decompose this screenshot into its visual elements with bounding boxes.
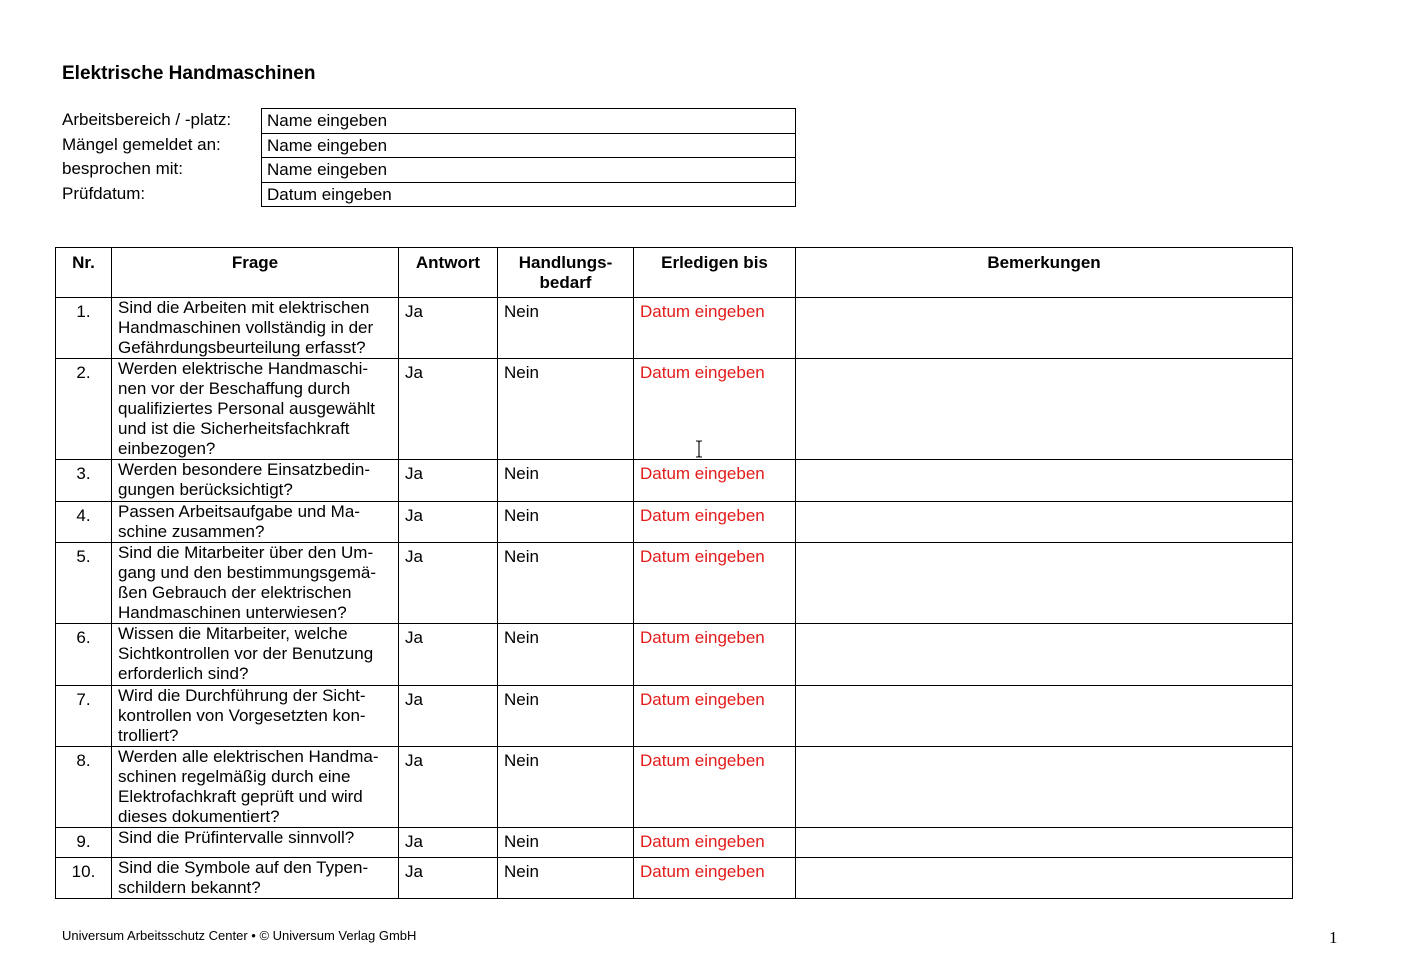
header-erledigen-bis: Erledigen bis xyxy=(634,248,796,298)
row-handlungsbedarf[interactable]: Nein xyxy=(498,359,634,460)
row-datum-field[interactable]: Datum eingeben xyxy=(634,502,796,543)
row-bemerkung-field[interactable] xyxy=(796,747,1293,828)
table-row xyxy=(56,747,1293,828)
table-row xyxy=(56,828,1293,858)
row-antwort[interactable]: Ja xyxy=(399,686,498,747)
row-nr: 3. xyxy=(56,460,112,502)
footer-text: Universum Arbeitsschutz Center • © Universum Verlag GmbH xyxy=(62,928,417,943)
row-antwort[interactable]: Ja xyxy=(399,828,498,858)
row-nr: 8. xyxy=(56,747,112,828)
row-handlungsbedarf[interactable]: Nein xyxy=(498,298,634,359)
row-datum-field[interactable]: Datum eingeben xyxy=(634,298,796,359)
row-bemerkung-field[interactable] xyxy=(796,543,1293,624)
row-nr: 2. xyxy=(56,359,112,460)
row-antwort[interactable]: Ja xyxy=(399,624,498,686)
row-datum-field[interactable]: Datum eingeben xyxy=(634,747,796,828)
row-datum-field[interactable]: Datum eingeben xyxy=(634,828,796,858)
header-nr: Nr. xyxy=(56,248,112,298)
row-frage: Sind die Arbeiten mit elektrischen Handmaschinen vollständig in der Gefährdungsbeurteilung erfasst? xyxy=(112,298,399,359)
row-bemerkung-field[interactable] xyxy=(796,460,1293,502)
row-bemerkung-field[interactable] xyxy=(796,502,1293,543)
pruefdatum-field[interactable]: Datum eingeben xyxy=(267,184,392,204)
row-frage: Wissen die Mitarbeiter, welche Sichtkontrollen vor der Benutzung erforderlich sind? xyxy=(112,624,399,686)
row-antwort[interactable]: Ja xyxy=(399,460,498,502)
row-nr: 5. xyxy=(56,543,112,624)
table-row xyxy=(56,460,1293,502)
row-datum-field[interactable]: Datum eingeben xyxy=(634,460,796,502)
row-bemerkung-field[interactable] xyxy=(796,624,1293,686)
header-handlungsbedarf xyxy=(498,248,634,298)
meta-labels xyxy=(62,108,257,206)
header-handlungsbedarf-line2: bedarf xyxy=(539,273,592,292)
row-nr: 1. xyxy=(56,298,112,359)
row-frage: Sind die Symbole auf den Typen-schildern bekannt? xyxy=(112,858,399,899)
header-bemerkungen: Bemerkungen xyxy=(796,248,1293,298)
arbeitsbereich-field[interactable]: Name eingeben xyxy=(262,109,795,134)
row-datum-field[interactable]: Datum eingeben xyxy=(634,359,796,460)
row-frage: Werden besondere Einsatzbedin-gungen berücksichtigt? xyxy=(112,460,399,502)
row-handlungsbedarf[interactable]: Nein xyxy=(498,543,634,624)
maengel-gemeldet-label: Mängel gemeldet an: xyxy=(62,134,221,154)
page-title: Elektrische Handmaschinen xyxy=(62,63,316,84)
meta-fields xyxy=(261,108,796,207)
row-handlungsbedarf[interactable]: Nein xyxy=(498,828,634,858)
table-header-row xyxy=(56,248,1293,298)
row-frage: Werden elektrische Handmaschi-nen vor der Beschaffung durch qualifiziertes Personal ausgewählt und ist die Sicherheitsfachkraft einbezogen? xyxy=(112,359,399,460)
table-row xyxy=(56,686,1293,747)
row-frage: Passen Arbeitsaufgabe und Ma-schine zusammen? xyxy=(112,502,399,543)
row-bemerkung-field[interactable] xyxy=(796,298,1293,359)
row-bemerkung-field[interactable] xyxy=(796,359,1293,460)
row-nr: 7. xyxy=(56,686,112,747)
header-handlungsbedarf-line1: Handlungs- xyxy=(518,253,613,272)
row-antwort[interactable]: Ja xyxy=(399,747,498,828)
row-antwort[interactable]: Ja xyxy=(399,858,498,899)
row-antwort[interactable]: Ja xyxy=(399,298,498,359)
row-nr: 10. xyxy=(56,858,112,899)
pruefdatum-label: Prüfdatum: xyxy=(62,183,146,203)
row-antwort[interactable]: Ja xyxy=(399,502,498,543)
maengel-gemeldet-field[interactable]: Name eingeben xyxy=(262,134,795,159)
table-row xyxy=(56,359,1293,460)
row-handlungsbedarf[interactable]: Nein xyxy=(498,624,634,686)
i-beam-cursor-icon xyxy=(693,440,705,458)
row-datum-field[interactable]: Datum eingeben xyxy=(634,624,796,686)
row-nr: 6. xyxy=(56,624,112,686)
arbeitsbereich-label: Arbeitsbereich / -platz: xyxy=(62,110,232,129)
row-antwort[interactable]: Ja xyxy=(399,359,498,460)
row-frage: Werden alle elektrischen Handma-schinen regelmäßig durch eine Elektrofachkraft geprüft und wird dieses dokumentiert? xyxy=(112,747,399,828)
row-datum-field[interactable]: Datum eingeben xyxy=(634,858,796,899)
row-frage: Sind die Mitarbeiter über den Um-gang und den bestimmungsgemä-ßen Gebrauch der elektrischen Handmaschinen unterwiesen? xyxy=(112,543,399,624)
row-nr: 4. xyxy=(56,502,112,543)
checklist-table xyxy=(55,247,1293,899)
row-nr: 9. xyxy=(56,828,112,858)
row-handlungsbedarf[interactable]: Nein xyxy=(498,686,634,747)
besprochen-mit-label: besprochen mit: xyxy=(62,159,183,178)
row-handlungsbedarf[interactable]: Nein xyxy=(498,747,634,828)
row-handlungsbedarf[interactable]: Nein xyxy=(498,858,634,899)
header-antwort: Antwort xyxy=(399,248,498,298)
row-antwort[interactable]: Ja xyxy=(399,543,498,624)
table-row xyxy=(56,298,1293,359)
header-frage: Frage xyxy=(112,248,399,298)
besprochen-mit-field[interactable]: Name eingeben xyxy=(262,158,795,183)
row-bemerkung-field[interactable] xyxy=(796,858,1293,899)
row-frage: Wird die Durchführung der Sicht-kontrollen von Vorgesetzten kon-trolliert? xyxy=(112,686,399,747)
row-frage: Sind die Prüfintervalle sinnvoll? xyxy=(112,828,399,858)
row-datum-field[interactable]: Datum eingeben xyxy=(634,543,796,624)
row-bemerkung-field[interactable] xyxy=(796,828,1293,858)
row-handlungsbedarf[interactable]: Nein xyxy=(498,502,634,543)
table-row xyxy=(56,858,1293,899)
table-row xyxy=(56,543,1293,624)
page-number: 1 xyxy=(1329,928,1338,947)
table-row xyxy=(56,624,1293,686)
row-handlungsbedarf[interactable]: Nein xyxy=(498,460,634,502)
table-row xyxy=(56,502,1293,543)
row-datum-field[interactable]: Datum eingeben xyxy=(634,686,796,747)
row-bemerkung-field[interactable] xyxy=(796,686,1293,747)
